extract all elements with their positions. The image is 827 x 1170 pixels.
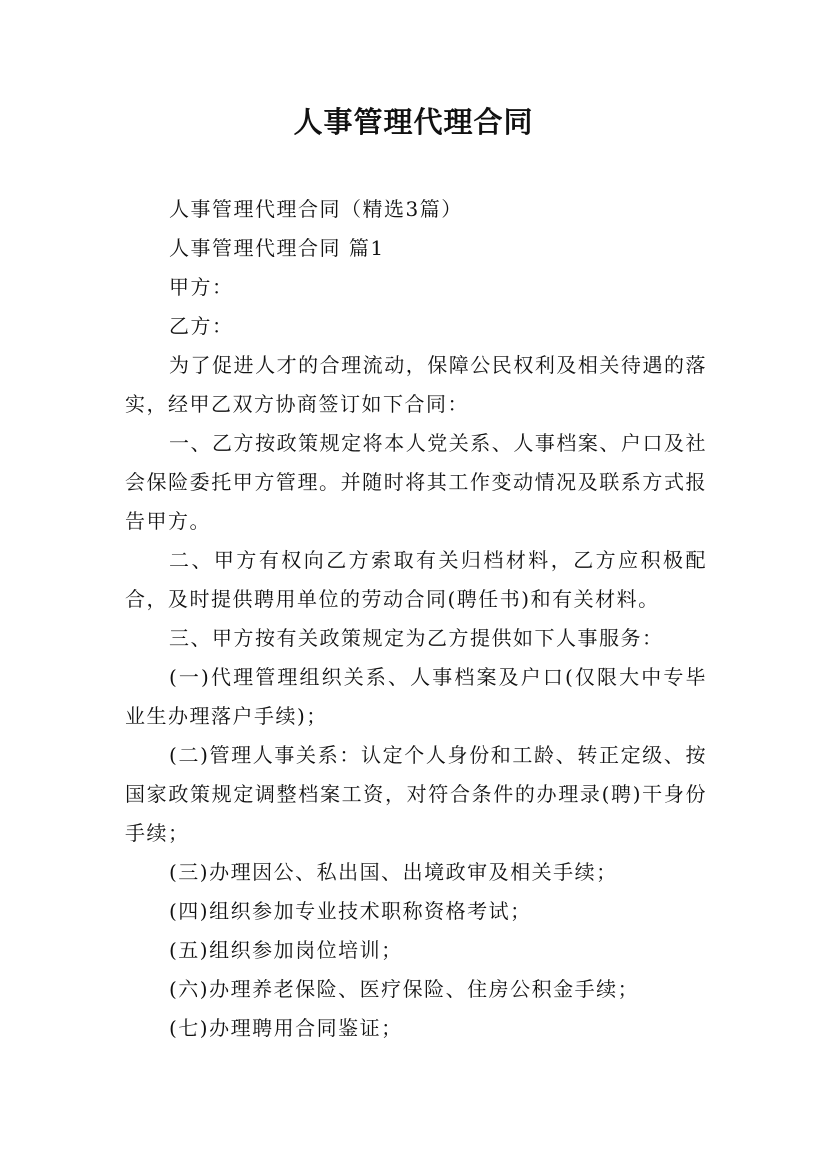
paragraph-chapter-heading: 人事管理代理合同 篇1 (169, 236, 385, 260)
paragraph-clause-3: 三、甲方按有关政策规定为乙方提供如下人事服务： (169, 626, 664, 650)
paragraph-clause-1: 一、乙方按政策规定将本人党关系、人事档案、户口及社会保险委托甲方管理。并随时将其工作变动情况及联系方式报告甲方。 (125, 431, 707, 533)
document-body (125, 190, 707, 1048)
paragraph-service-2: (二)管理人事关系：认定个人身份和工龄、转正定级、按国家政策规定调整档案工资，对符合条件的办理录(聘)干身份手续； (125, 743, 707, 845)
paragraph-service-5: (五)组织参加岗位培训； (169, 938, 403, 962)
paragraph-service-4: (四)组织参加专业技术职称资格考试； (169, 899, 532, 923)
paragraph-clause-2: 二、甲方有权向乙方索取有关归档材料，乙方应积极配合，及时提供聘用单位的劳动合同(聘任书)和有关材料。 (125, 548, 707, 611)
paragraph-party-b: 乙方： (169, 314, 234, 338)
paragraph-preamble: 为了促进人才的合理流动，保障公民权利及相关待遇的落实，经甲乙双方协商签订如下合同： (125, 353, 707, 416)
paragraph-service-6: (六)办理养老保险、医疗保险、住房公积金手续； (169, 977, 640, 1001)
paragraph-party-a: 甲方： (169, 275, 234, 299)
paragraph-subtitle: 人事管理代理合同（精选3篇） (169, 197, 463, 221)
paragraph-service-1: (一)代理管理组织关系、人事档案及户口(仅限大中专毕业生办理落户手续)； (125, 665, 707, 728)
paragraph-service-7: (七)办理聘用合同鉴证； (169, 1016, 403, 1040)
document-title: 人事管理代理合同 (293, 105, 534, 139)
paragraph-service-3: (三)办理因公、私出国、出境政审及相关手续； (169, 860, 618, 884)
